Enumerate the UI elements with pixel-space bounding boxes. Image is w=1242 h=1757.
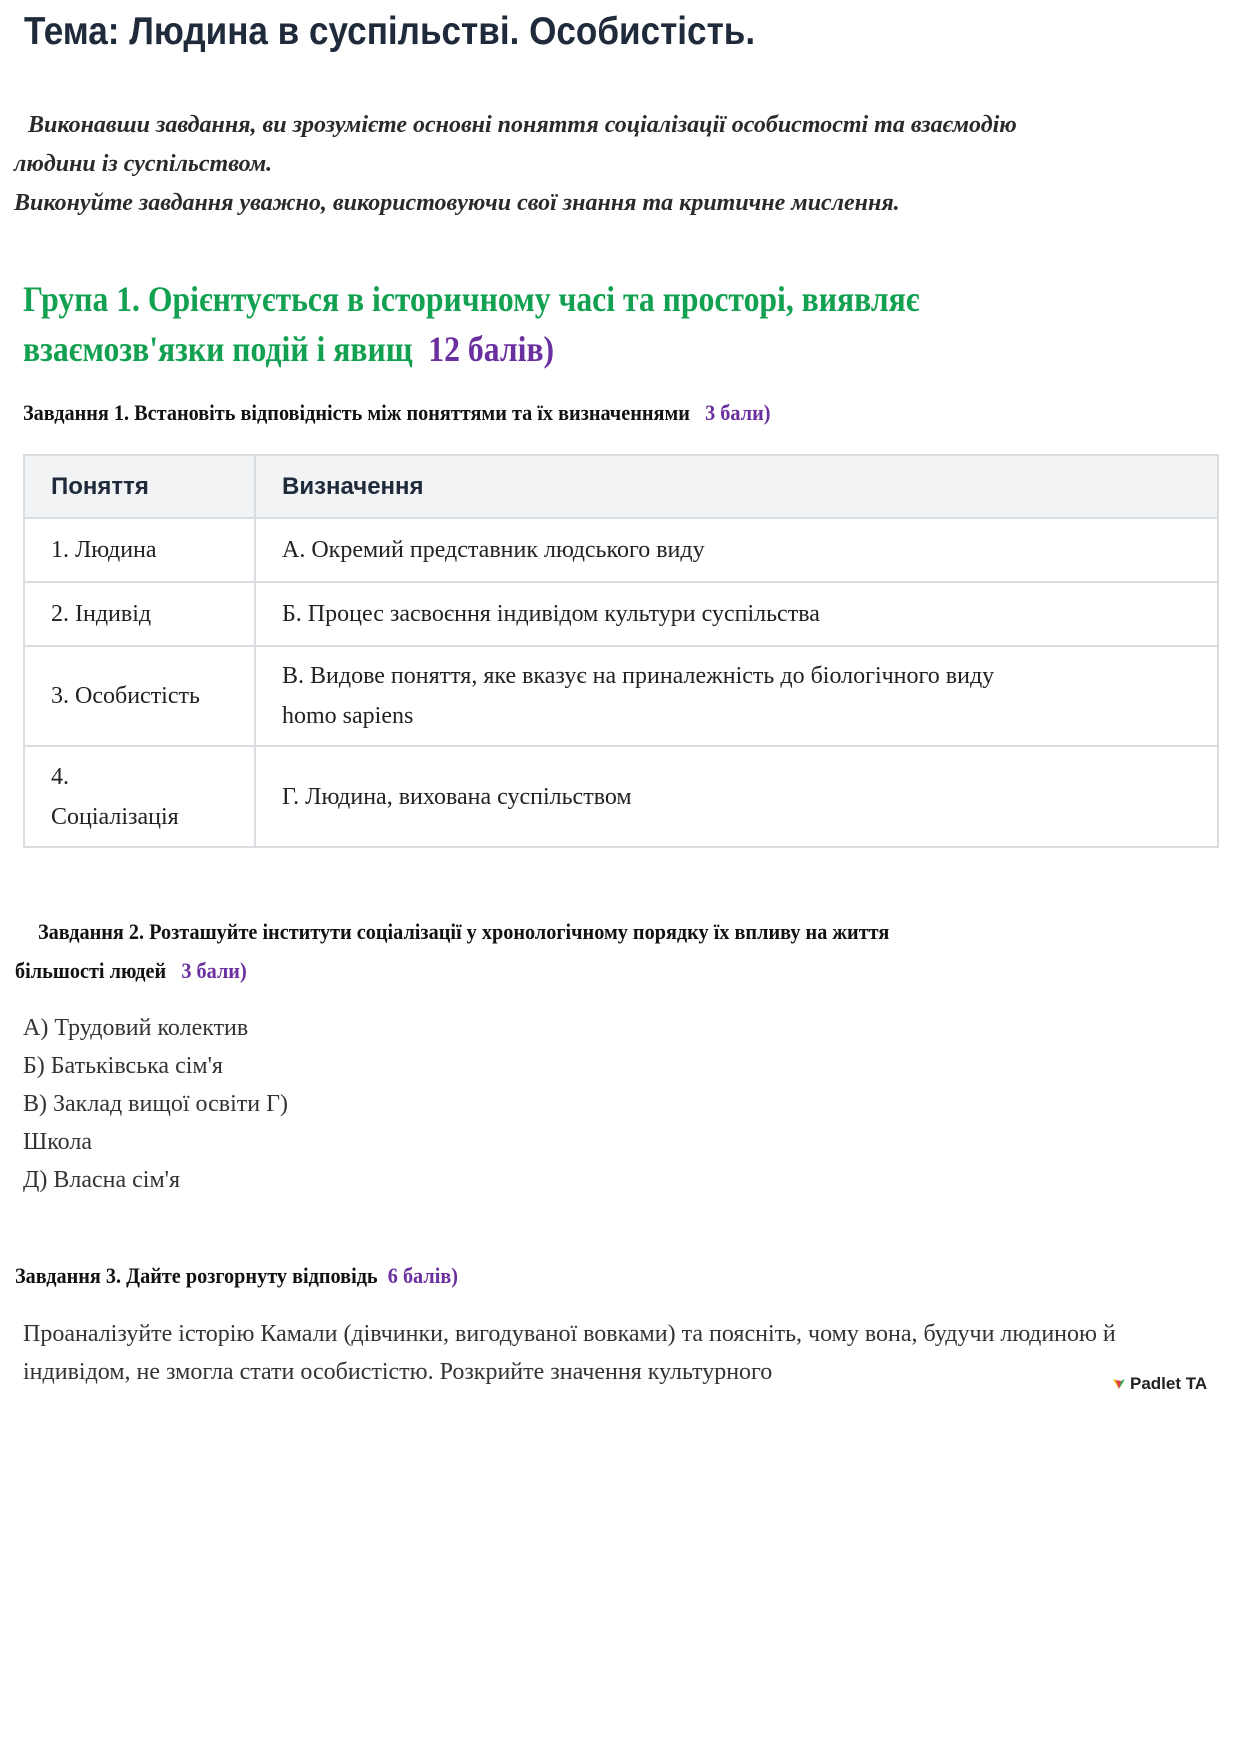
table-row (24, 646, 1218, 746)
list-item: В) Заклад вищої освіти Г) (23, 1091, 288, 1117)
task2-heading: Завдання 2. Розташуйте інститути соціалізації у хронологічному порядку їх впливу на життя (38, 919, 890, 944)
list-item: Б) Батьківська сім'я (23, 1053, 223, 1079)
task3-points: 6 балів) (387, 1263, 459, 1288)
task1-points: 3 бали) (705, 400, 771, 425)
task3-text: Завдання 3. Дайте розгорнуту відповідь (15, 1263, 378, 1288)
group-heading-text: взаємозв'язки подій і явищ (23, 329, 413, 369)
task3-heading (15, 1263, 458, 1289)
intro-line: Виконавши завдання, ви зрозумієте основні поняття соціалізації особистості та взаємодію (28, 112, 1017, 138)
intro-line: людини із суспільством. (14, 151, 273, 177)
definition-line: В. Видове поняття, яке вказує на приналежність до біологічного виду (282, 663, 995, 689)
definition-cell (255, 646, 1218, 746)
term-cell: 1. Людина (24, 518, 255, 582)
list-item: А) Трудовий колектив (23, 1015, 249, 1041)
term-cell (24, 746, 255, 847)
header-definition: Визначення (255, 455, 1218, 518)
intro-line: Виконуйте завдання уважно, використовуючи свої знання та критичне мислення. (14, 190, 900, 216)
list-item: Д) Власна сім'я (23, 1167, 181, 1193)
group-points: 12 балів) (428, 329, 555, 369)
padlet-watermark (1112, 1374, 1207, 1394)
padlet-logo-icon (1112, 1377, 1126, 1391)
term-cell: 3. Особистість (24, 646, 255, 746)
term-line: Соціалізація (51, 803, 179, 830)
task3-paragraph: індивідом, не змогла стати особистістю. Розкрийте значення культурного (23, 1359, 773, 1385)
definition-cell: Г. Людина, вихована суспільством (255, 746, 1218, 847)
group-heading: Група 1. Орієнтується в історичному часі та просторі, виявляє (23, 279, 920, 319)
header-term: Поняття (24, 455, 255, 518)
definition-line: homo sapiens (282, 703, 414, 729)
table-row (24, 518, 1218, 582)
table-row (24, 746, 1218, 847)
task2-points: 3 бали) (181, 958, 247, 983)
table-header-row (24, 455, 1218, 518)
term-cell: 2. Індивід (24, 582, 255, 646)
definition-cell: Б. Процес засвоєння індивідом культури суспільства (255, 582, 1218, 646)
table-row (24, 582, 1218, 646)
matching-table (23, 454, 1219, 848)
term-line: 4. (51, 763, 69, 790)
task1-text: Завдання 1. Встановіть відповідність між поняттями та їх визначеннями (23, 400, 690, 425)
group-heading (23, 328, 554, 370)
list-item: Школа (23, 1129, 92, 1155)
page-title: Тема: Людина в суспільстві. Особистість. (24, 10, 756, 53)
task1-heading (23, 400, 770, 426)
task2-heading (15, 958, 247, 984)
definition-cell: А. Окремий представник людського виду (255, 518, 1218, 582)
task2-text: більшості людей (15, 958, 167, 983)
watermark-text: Padlet TA (1130, 1374, 1208, 1393)
task3-paragraph: Проаналізуйте історію Камали (дівчинки, вигодуваної вовками) та поясніть, чому вона, будучи людиною й (23, 1321, 1116, 1347)
